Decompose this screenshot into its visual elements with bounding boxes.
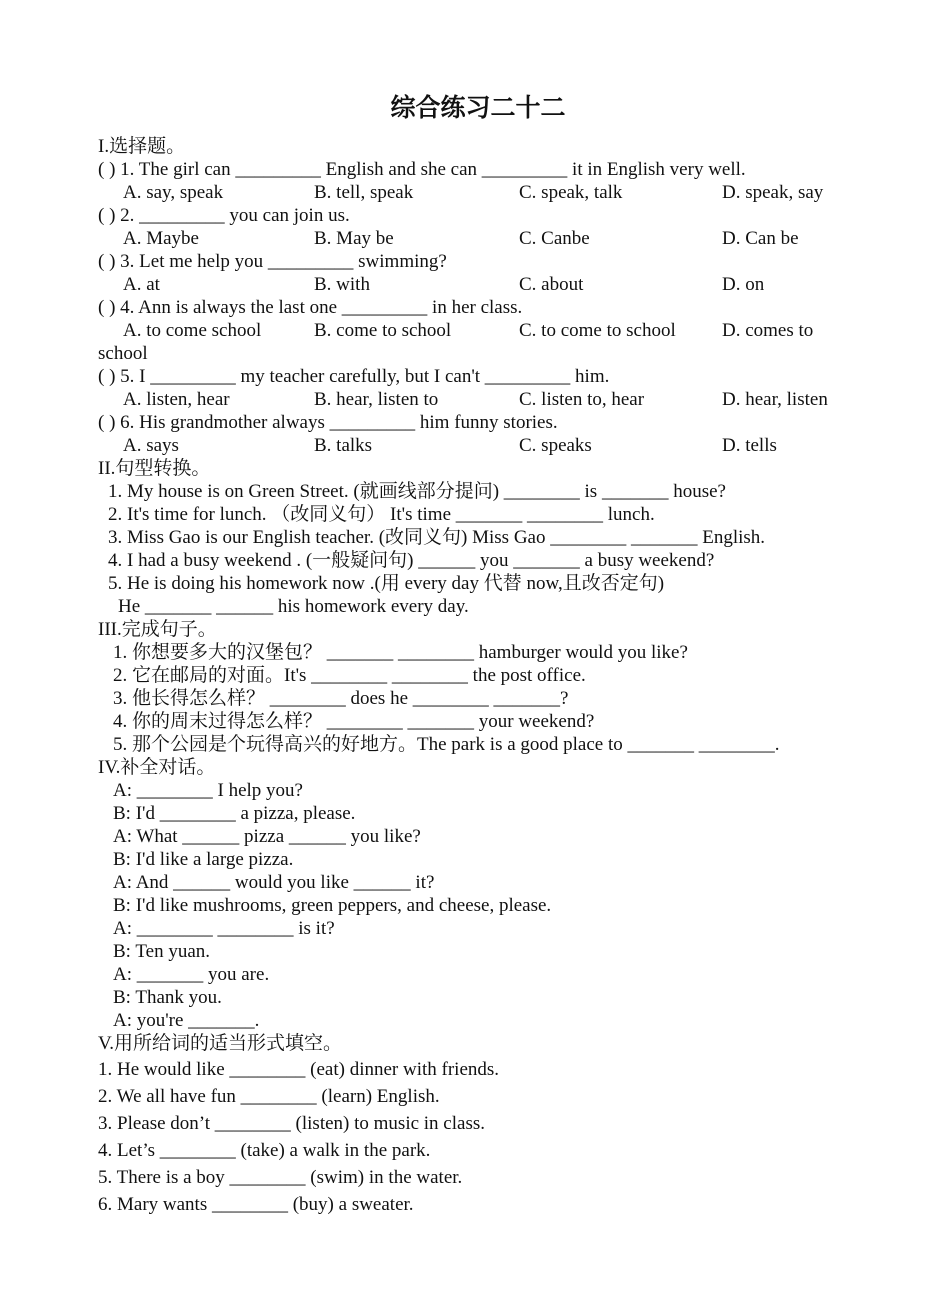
section-1-heading: I.选择题。	[98, 136, 186, 157]
option-a: A. say, speak	[123, 182, 224, 203]
question-stem: ( ) 2. _________ you can join us.	[98, 205, 350, 226]
question-stem: ( ) 4. Ann is always the last one _________ in her class.	[98, 297, 523, 318]
question-stem: ( ) 3. Let me help you _________ swimming?	[98, 251, 447, 272]
exercise-line: 1. He would like ________ (eat) dinner with friends.	[98, 1059, 500, 1080]
dialogue-line: B: I'd like mushrooms, green peppers, and cheese, please.	[113, 895, 552, 916]
exercise-line: 6. Mary wants ________ (buy) a sweater.	[98, 1194, 414, 1215]
option-c: C. to come to school	[519, 320, 676, 341]
dialogue-line: A: ________ ________ is it?	[113, 918, 335, 939]
option-d: D. comes to	[722, 320, 814, 341]
option-a: A. to come school	[123, 320, 262, 341]
option-b: B. with	[314, 274, 370, 295]
section-4-heading: IV.补全对话。	[98, 757, 216, 778]
option-b: B. tell, speak	[314, 182, 414, 203]
option-b: B. May be	[314, 228, 394, 249]
dialogue-line: A: And ______ would you like ______ it?	[113, 872, 435, 893]
exercise-line: 4. I had a busy weekend . (一般疑问句) ______ you _______ a busy weekend?	[108, 550, 715, 571]
option-a: A. says	[123, 435, 179, 456]
option-continuation: school	[98, 343, 148, 364]
option-d: D. Can be	[722, 228, 799, 249]
option-b: B. come to school	[314, 320, 452, 341]
option-b: B. talks	[314, 435, 373, 456]
question-stem: ( ) 1. The girl can _________ English and she can _________ it in English very well.	[98, 159, 746, 180]
option-a: A. at	[123, 274, 160, 295]
exercise-line: 2. We all have fun ________ (learn) English.	[98, 1086, 440, 1107]
option-c: C. listen to, hear	[519, 389, 645, 410]
option-c: C. about	[519, 274, 584, 295]
option-c: C. speaks	[519, 435, 592, 456]
page-title: 综合练习二十二	[390, 93, 566, 122]
option-c: C. speak, talk	[519, 182, 623, 203]
exercise-line: 4. Let’s ________ (take) a walk in the park.	[98, 1140, 431, 1161]
question-stem: ( ) 5. I _________ my teacher carefully, but I can't _________ him.	[98, 366, 610, 387]
dialogue-line: A: What ______ pizza ______ you like?	[113, 826, 421, 847]
dialogue-line: A: _______ you are.	[113, 964, 270, 985]
dialogue-line: A: you're _______.	[113, 1010, 260, 1031]
exercise-line: 2. 它在邮局的对面。It's ________ ________ the post office.	[113, 665, 586, 686]
dialogue-line: A: ________ I help you?	[113, 780, 303, 801]
option-d: D. hear, listen	[722, 389, 828, 410]
option-a: A. listen, hear	[123, 389, 230, 410]
exercise-line: 5. He is doing his homework now .(用 every day 代替 now,且改否定句)	[108, 573, 665, 594]
option-c: C. Canbe	[519, 228, 590, 249]
dialogue-line: B: Ten yuan.	[113, 941, 211, 962]
exercise-line: He _______ ______ his homework every day.	[118, 596, 469, 617]
exercise-line: 4. 你的周末过得怎么样？ ________ _______ your weekend?	[113, 711, 595, 732]
question-stem: ( ) 6. His grandmother always _________ him funny stories.	[98, 412, 558, 433]
option-a: A. Maybe	[123, 228, 199, 249]
option-b: B. hear, listen to	[314, 389, 439, 410]
option-d: D. speak, say	[722, 182, 824, 203]
exercise-line: 1. 你想要多大的汉堡包？ _______ ________ hamburger would you like?	[113, 642, 688, 663]
exercise-line: 3. 他长得怎么样？ ________ does he ________ _______?	[113, 688, 569, 709]
option-d: D. tells	[722, 435, 777, 456]
exercise-line: 3. Miss Gao is our English teacher. (改同义句) Miss Gao ________ _______ English.	[108, 527, 766, 548]
section-3-heading: III.完成句子。	[98, 619, 217, 640]
exercise-line: 3. Please don’t ________ (listen) to music in class.	[98, 1113, 485, 1134]
exercise-line: 5. There is a boy ________ (swim) in the water.	[98, 1167, 463, 1188]
option-d: D. on	[722, 274, 765, 295]
dialogue-line: B: Thank you.	[113, 987, 222, 1008]
section-2-heading: II.句型转换。	[98, 458, 211, 479]
section-5-heading: V.用所给词的适当形式填空。	[98, 1033, 343, 1054]
dialogue-line: B: I'd like a large pizza.	[113, 849, 294, 870]
exercise-line: 5. 那个公园是个玩得高兴的好地方。The park is a good place to _______ ________.	[113, 734, 780, 755]
exercise-line: 1. My house is on Green Street. (就画线部分提问) ________ is _______ house?	[108, 481, 726, 502]
exercise-line: 2. It's time for lunch. （改同义句） It's time _______ ________ lunch.	[108, 504, 655, 525]
dialogue-line: B: I'd ________ a pizza, please.	[113, 803, 356, 824]
